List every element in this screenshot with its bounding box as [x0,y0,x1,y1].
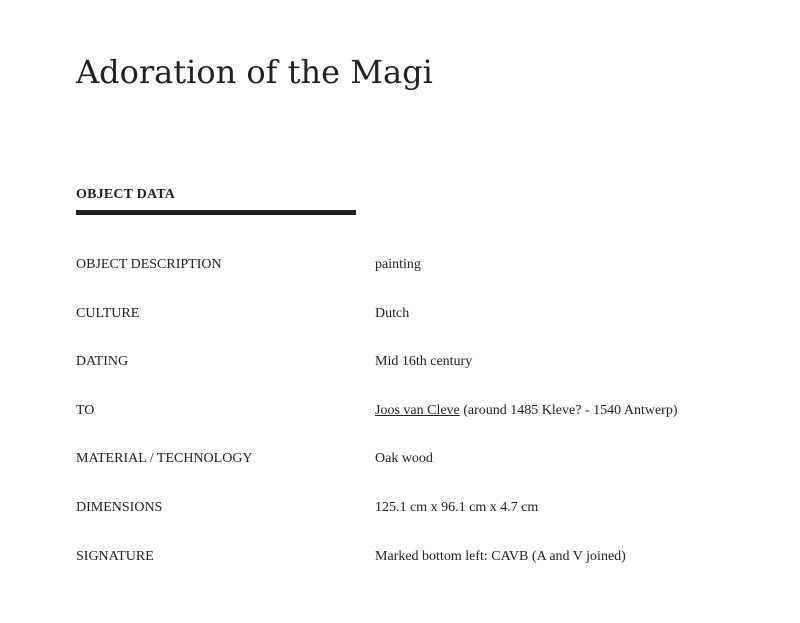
value-signature: Marked bottom left: CAVB (A and V joined) [375,548,626,564]
artist-link[interactable]: Joos van Cleve [375,402,460,418]
value-dimensions: 125.1 cm x 96.1 cm x 4.7 cm [375,499,539,515]
artist-life-dates: (around 1485 Kleve? - 1540 Antwerp) [459,402,678,418]
label-signature: SIGNATURE [76,548,154,564]
section-divider [76,210,356,215]
row-dimensions [76,484,736,533]
section-heading-object-data: OBJECT DATA [76,187,176,202]
label-artist: TO [76,402,95,418]
value-object-description: painting [375,257,421,272]
value-artist [375,401,677,421]
row-object-description [76,241,736,290]
row-culture [76,290,736,339]
value-culture: Dutch [375,305,410,321]
row-material-technology [76,435,736,484]
row-signature [76,533,736,582]
label-dating: DATING [76,354,129,370]
row-dating [76,338,736,387]
value-dating: Mid 16th century [375,354,473,370]
label-object-description: OBJECT DESCRIPTION [76,257,222,272]
label-material-technology: MATERIAL / TECHNOLOGY [76,451,253,467]
label-dimensions: DIMENSIONS [76,499,163,515]
row-artist [76,387,736,436]
label-culture: CULTURE [76,305,140,321]
value-material-technology: Oak wood [375,451,433,467]
object-data-table [76,241,736,581]
page-title: Adoration of the Magi [76,53,433,91]
